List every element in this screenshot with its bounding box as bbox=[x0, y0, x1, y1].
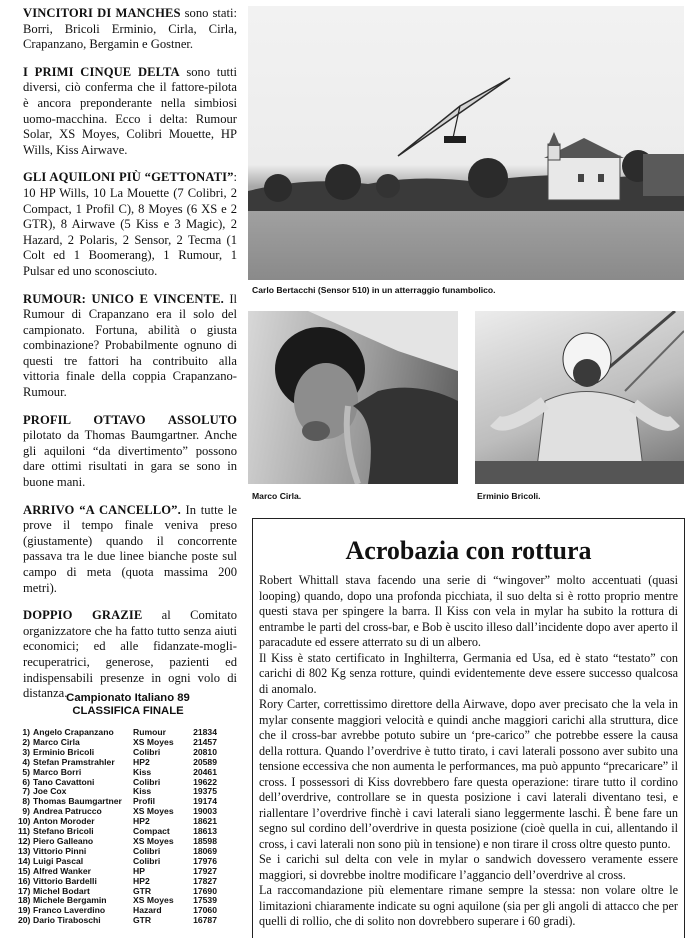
pilot-name-cell: Marco Cirla bbox=[33, 737, 80, 747]
portrait-marco-cirla-image bbox=[248, 311, 458, 484]
photo-hang-glider-landing bbox=[248, 6, 684, 280]
note-text: al Comitato organizzatore che ha fatto tutto senza aiuti economici; ed alle fidanzate-mogli-recuperatrici, generose, pazienti ed indispensabili presenze in ogni volo di distanza. bbox=[23, 608, 238, 701]
rank-cell: 10) bbox=[18, 816, 31, 827]
note-vincitori-manches bbox=[23, 6, 237, 53]
pilot-name-cell: Piero Galleano bbox=[33, 836, 94, 846]
caption-top-photo: Carlo Bertacchi (Sensor 510) in un atterraggio funambolico. bbox=[252, 285, 496, 295]
note-lead: VINCITORI DI MANCHES bbox=[23, 6, 181, 20]
note-lead: I PRIMI CINQUE DELTA bbox=[23, 64, 180, 79]
score-cell: 20461 bbox=[193, 766, 217, 777]
score-cell: 18613 bbox=[193, 826, 217, 837]
score-cell: 19003 bbox=[193, 806, 217, 817]
score-cell: 20810 bbox=[193, 746, 217, 757]
classifica-table bbox=[18, 728, 238, 926]
caption-marco-cirla: Marco Cirla. bbox=[252, 491, 302, 501]
score-cell: 19375 bbox=[193, 786, 217, 797]
glider-cell: Hazard bbox=[133, 906, 162, 916]
rank-cell: 3) bbox=[22, 746, 30, 757]
rank-cell: 17) bbox=[18, 885, 31, 896]
rank-cell: 14) bbox=[18, 855, 31, 866]
glider-cell: Kiss bbox=[133, 787, 152, 797]
glider-cell: XS Moyes bbox=[133, 737, 174, 747]
rank-cell: 12) bbox=[18, 835, 31, 846]
classifica-title-line2: CLASSIFICA FINALE bbox=[72, 704, 184, 717]
caption-erminio-bricoli: Erminio Bricoli. bbox=[477, 491, 541, 501]
article-paragraph: La raccomandazione più elementare rimane sempre la stessa: non volare oltre le limitazioni chiaramente indicate su ogni aquilone (sia per gli angoli di attacco che per quelli di rollio, che di solito non dovrebbero superare i 60 gradi). bbox=[259, 883, 678, 928]
rank-cell: 5) bbox=[22, 766, 30, 777]
article-paragraph: Se i carichi sul delta con vele in mylar o sandwich dovessero veramente essere maggiori, si dovrebbe inoltre modificare l’aggancio dell’overdrive al cross. bbox=[259, 852, 678, 882]
pilot-name-cell: Angelo Crapanzano bbox=[33, 728, 114, 737]
glider-cell: GTR bbox=[133, 916, 152, 926]
article-paragraph: Robert Whittall stava facendo una serie di “wingover” molto accentuati (quasi looping) quando, dopo una profonda picchiata, il suo delta si è rotto proprio mentre questi stava per spingere la barra. Il Kiss con vela in mylar ha subito la rottura di entrambe le parti del cross-bar, e Bob è uscito illeso dall’incidente dopo aver aperto il paracadute ed essere atterrato su di un albero. bbox=[259, 573, 678, 649]
note-lead: ARRIVO “A CANCELLO”. bbox=[23, 502, 181, 517]
glider-cell: Colibri bbox=[133, 846, 161, 856]
pilot-name-cell: Vittorio Pinni bbox=[33, 846, 87, 856]
note-doppio-grazie bbox=[23, 608, 237, 702]
pilot-name-cell: Andrea Patrucco bbox=[33, 807, 102, 817]
note-text: : 10 HP Wills, 10 La Mouette (7 Colibri, 2 Compact, 1 Profil C), 8 Moyes (6 XS e 2 GTR), 8 Airwave (5 Kiss e 3 Magic), 2 Hazard, 2 Polaris, 2 Sensor, 2 Tecma (1 Colt ed 1 Boomerang), 1 Rumour, 1 Pulsar ed uno sconosciuto. bbox=[23, 170, 237, 278]
rank-cell: 9) bbox=[22, 806, 30, 817]
pilot-name-cell: Dario Tiraboschi bbox=[33, 916, 101, 926]
pilot-name-cell: Vittorio Bardelli bbox=[33, 876, 97, 886]
glider-cell: HP2 bbox=[133, 757, 150, 767]
pilot-name-cell: Erminio Bricoli bbox=[33, 747, 95, 757]
note-arrivo-cancello bbox=[23, 503, 237, 597]
glider-cell: XS Moyes bbox=[133, 896, 174, 906]
rank-cell: 4) bbox=[22, 756, 30, 767]
score-cell: 18069 bbox=[193, 845, 217, 856]
score-cell: 16787 bbox=[193, 915, 217, 926]
note-text: sono tutti diversi, ciò conferma che il fattore-pilota è ancora preponderante nella simbiosi uomo-macchina. Ecco i delta: Rumour Solar, XS Moyes, Colibri Mouette, HP Wills, Kiss Airwave. bbox=[23, 64, 237, 157]
score-cell: 19174 bbox=[193, 796, 217, 807]
article-paragraph: Il Kiss è stato certificato in Inghilterra, Germania ed Usa, ed è stato “testato” con carichi di 802 Kg senza rotture, quindi evidentemente deve essere successo qualcosa di anomalo. bbox=[259, 650, 678, 696]
photo-marco-cirla bbox=[248, 311, 458, 484]
pilot-name-cell: Thomas Baumgartner bbox=[33, 797, 122, 807]
score-cell: 20589 bbox=[193, 756, 217, 767]
pilot-name-cell: Marco Borri bbox=[33, 767, 82, 777]
table-row bbox=[18, 916, 238, 926]
rank-cell: 15) bbox=[18, 865, 31, 876]
note-text: Il Rumour di Crapanzano era il solo del campionato. Fortuna, abilità o giusta combinazione? Probabilmente ognuno di questi tre fattori ha contribuito alla vittoria finale della coppia Crapanzano-Rumour. bbox=[23, 291, 238, 400]
glider-cell: Colibri bbox=[133, 777, 161, 787]
article-title: Acrobazia con rottura bbox=[345, 536, 592, 565]
note-profil bbox=[23, 413, 237, 491]
note-primi-cinque-delta bbox=[23, 65, 237, 159]
pilot-name-cell: Michel Bodart bbox=[33, 886, 90, 896]
rank-cell: 2) bbox=[22, 736, 30, 747]
left-column bbox=[23, 6, 237, 714]
glider-cell: XS Moyes bbox=[133, 807, 174, 817]
note-lead: DOPPIO GRAZIE bbox=[23, 608, 143, 623]
score-cell: 17827 bbox=[193, 875, 217, 886]
pilot-name-cell: Anton Moroder bbox=[33, 817, 95, 827]
glider-cell: Colibri bbox=[133, 856, 161, 866]
rank-cell: 11) bbox=[18, 826, 30, 837]
pilot-name-cell: Stefano Bricoli bbox=[33, 827, 94, 837]
glider-cell: HP bbox=[133, 866, 145, 876]
article-paragraph: Rory Carter, correttissimo direttore della Airwave, dopo aver precisato che la vela in mylar consente maggiori velocità e quindi anche maggiori carichi alla struttura, dice che il cross-bar avrebbe potuto subire un ‘pre-carico” che potrebbe essere la causa della rottura. Quando l’overdrive è tutto tirato, i cavi laterali possono aver subito una tensione eccessiva che non aumenta le performances, ma può appunto “precaricare” il cross. I possessori di Kiss dovrebbero fare questa operazione: tirare tutto il cordino dell’overdrive, controllare se in questa posizione i cavi laterali diventano tesi, e riallentare l’overdrive finchè i cavi laterali siano leggermente laschi. È bene fare un segno sul cordino dell’overdrive in questa posizione (cioè quella in cui, allentando il cross, i cavi laterali non sono più in tensione) e non tirare il cross oltre questo punto. bbox=[259, 697, 678, 851]
article-box bbox=[252, 518, 685, 938]
pilot-name-cell: Stefan Pramstrahler bbox=[33, 757, 115, 767]
score-cell: 17060 bbox=[193, 905, 217, 916]
rank-cell: 16) bbox=[18, 875, 31, 886]
glider-cell: Profil bbox=[133, 797, 155, 807]
score-cell: 17690 bbox=[193, 885, 217, 896]
rank-cell: 18) bbox=[18, 895, 31, 906]
table-row bbox=[18, 877, 238, 887]
pilot-name-cell: Franco Laverdino bbox=[33, 906, 106, 916]
pilot-name-cell: Joe Cox bbox=[33, 787, 67, 797]
rank-cell: 6) bbox=[22, 776, 30, 787]
classifica-finale bbox=[18, 692, 238, 926]
glider-cell: Compact bbox=[133, 827, 170, 837]
score-cell: 18621 bbox=[193, 816, 217, 827]
score-cell: 19622 bbox=[193, 776, 217, 787]
glider-cell: Colibri bbox=[133, 747, 161, 757]
glider-cell: Kiss bbox=[133, 767, 152, 777]
portrait-erminio-bricoli-image bbox=[475, 311, 684, 484]
score-cell: 17976 bbox=[193, 855, 217, 866]
note-lead: PROFIL OTTAVO ASSOLUTO bbox=[23, 412, 237, 427]
rank-cell: 13) bbox=[18, 845, 31, 856]
note-text: In tutte le prove il tempo finale veniva preso (giustamente) quando il concorrente passava tra le due linee bianche poste sul campo di meta (quota massima 200 metri). bbox=[23, 502, 237, 595]
score-cell: 18598 bbox=[193, 835, 217, 846]
pilot-name-cell: Michele Bergamin bbox=[33, 896, 107, 906]
pilot-name-cell: Tano Cavattoni bbox=[33, 777, 95, 787]
glider-cell: HP2 bbox=[133, 817, 150, 827]
score-cell: 21457 bbox=[193, 736, 217, 747]
glider-cell: XS Moyes bbox=[133, 836, 174, 846]
pilot-name-cell: Alfred Wanker bbox=[33, 866, 91, 876]
glider-cell: Rumour bbox=[133, 728, 166, 737]
rank-cell: 1) bbox=[22, 727, 30, 737]
rank-cell: 20) bbox=[18, 915, 31, 926]
note-lead: RUMOUR: UNICO E VINCENTE. bbox=[23, 291, 224, 306]
rank-cell: 19) bbox=[18, 905, 31, 916]
landing-scene-image bbox=[248, 6, 684, 280]
rank-cell: 8) bbox=[22, 796, 30, 807]
note-text: pilotato da Thomas Baumgartner. Anche gli aquiloni “da divertimento” possono dare ottimi risultati in gara se sono in buone mani. bbox=[23, 428, 237, 490]
note-rumour bbox=[23, 292, 237, 401]
glider-cell: HP2 bbox=[133, 876, 150, 886]
score-cell: 17927 bbox=[193, 865, 217, 876]
glider-cell: GTR bbox=[133, 886, 152, 896]
pilot-name-cell: Luigi Pascal bbox=[33, 856, 84, 866]
rank-cell: 7) bbox=[22, 786, 30, 797]
classifica-title-line1: Campionato Italiano 89 bbox=[66, 692, 190, 704]
photo-erminio-bricoli bbox=[475, 311, 684, 484]
score-cell: 21834 bbox=[193, 727, 217, 737]
score-cell: 17539 bbox=[193, 895, 217, 906]
note-lead: GLI AQUILONI PIÙ “GETTONATI” bbox=[23, 170, 234, 185]
note-aquiloni-gettonati bbox=[23, 170, 237, 279]
note-text: sono stati: Borri, Bricoli Erminio, Cirla, Cirla, Crapanzano, Bergamin e Gostner. bbox=[23, 6, 238, 52]
